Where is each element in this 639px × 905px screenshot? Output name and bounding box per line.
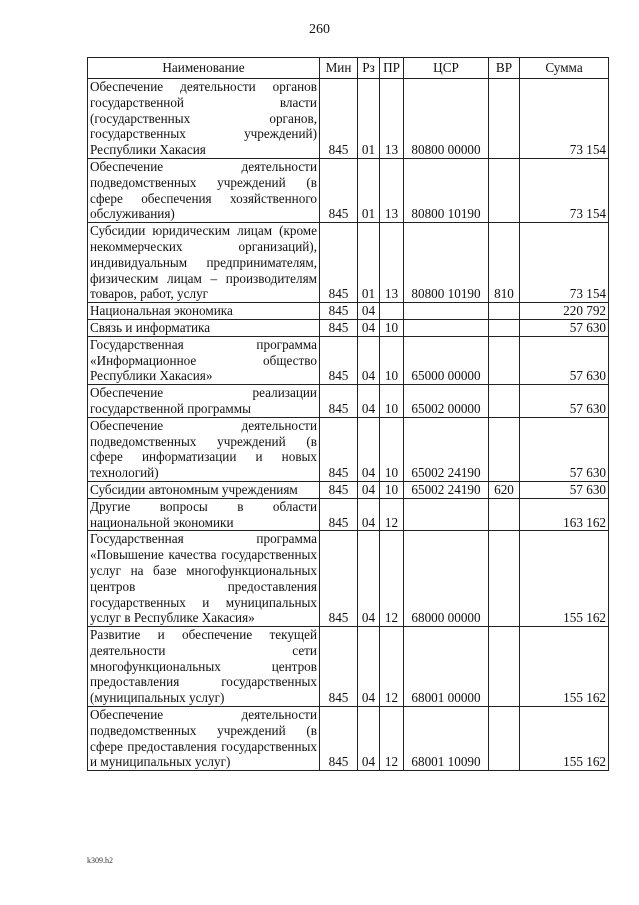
row-pr: 12 <box>380 707 404 771</box>
row-name: Субсидии автономным учреждениям <box>88 481 320 498</box>
row-name: Национальная экономика <box>88 303 320 320</box>
column-header-sum: Сумма <box>520 58 609 79</box>
row-min: 845 <box>320 498 358 531</box>
row-min: 845 <box>320 336 358 384</box>
row-vr: 810 <box>489 223 520 303</box>
table-row <box>88 531 609 627</box>
column-header-vr: ВР <box>489 58 520 79</box>
table-row <box>88 79 609 159</box>
table-row <box>88 319 609 336</box>
row-sum: 73 154 <box>520 79 609 159</box>
row-min: 845 <box>320 158 358 222</box>
column-header-pr: ПР <box>380 58 404 79</box>
row-rz: 01 <box>358 79 380 159</box>
row-csr: 65002 00000 <box>404 385 489 418</box>
row-name: Связь и информатика <box>88 319 320 336</box>
column-header-csr: ЦСР <box>404 58 489 79</box>
row-name: Обеспечение деятельности подведомственных учреждений (в сфере предоставления государственных и муниципальных услуг) <box>88 707 320 771</box>
row-rz: 04 <box>358 385 380 418</box>
row-rz: 04 <box>358 531 380 627</box>
row-rz: 04 <box>358 627 380 707</box>
table-row <box>88 158 609 222</box>
row-name: Другие вопросы в области национальной экономики <box>88 498 320 531</box>
row-sum: 220 792 <box>520 303 609 320</box>
row-csr: 80800 10190 <box>404 158 489 222</box>
row-sum: 57 630 <box>520 481 609 498</box>
row-rz: 04 <box>358 303 380 320</box>
row-rz: 04 <box>358 498 380 531</box>
column-header-min: Мин <box>320 58 358 79</box>
row-name: Развитие и обеспечение текущей деятельности сети многофункциональных центров предоставления государственных (муниципальных услуг) <box>88 627 320 707</box>
row-min: 845 <box>320 531 358 627</box>
row-name: Обеспечение деятельности органов государственной власти (государственных органов, государственных учреждений) Республики Хакасия <box>88 79 320 159</box>
row-pr: 13 <box>380 158 404 222</box>
table-row <box>88 223 609 303</box>
row-min: 845 <box>320 303 358 320</box>
table-row <box>88 303 609 320</box>
row-min: 845 <box>320 707 358 771</box>
row-min: 845 <box>320 627 358 707</box>
row-sum: 73 154 <box>520 223 609 303</box>
row-vr <box>489 79 520 159</box>
header-row <box>88 58 609 79</box>
row-csr: 68001 10090 <box>404 707 489 771</box>
table-row <box>88 707 609 771</box>
row-rz: 04 <box>358 336 380 384</box>
column-header-rz: Рз <box>358 58 380 79</box>
table-row <box>88 336 609 384</box>
row-vr <box>489 531 520 627</box>
row-pr: 13 <box>380 79 404 159</box>
budget-table <box>87 57 609 771</box>
row-sum: 155 162 <box>520 707 609 771</box>
row-sum: 57 630 <box>520 385 609 418</box>
row-pr: 12 <box>380 531 404 627</box>
row-sum: 73 154 <box>520 158 609 222</box>
row-min: 845 <box>320 223 358 303</box>
table-row <box>88 627 609 707</box>
row-pr: 10 <box>380 319 404 336</box>
table-row <box>88 481 609 498</box>
row-pr: 10 <box>380 336 404 384</box>
row-rz: 04 <box>358 707 380 771</box>
row-sum: 155 162 <box>520 531 609 627</box>
row-vr: 620 <box>489 481 520 498</box>
row-min: 845 <box>320 385 358 418</box>
row-vr <box>489 158 520 222</box>
row-min: 845 <box>320 79 358 159</box>
row-vr <box>489 336 520 384</box>
row-rz: 04 <box>358 481 380 498</box>
row-vr <box>489 707 520 771</box>
row-pr: 13 <box>380 223 404 303</box>
row-sum: 57 630 <box>520 319 609 336</box>
row-csr <box>404 498 489 531</box>
row-csr <box>404 319 489 336</box>
row-name: Обеспечение реализации государственной программы <box>88 385 320 418</box>
row-pr <box>380 303 404 320</box>
row-pr: 10 <box>380 417 404 481</box>
row-csr: 65002 24190 <box>404 481 489 498</box>
row-vr <box>489 417 520 481</box>
row-sum: 57 630 <box>520 417 609 481</box>
row-pr: 12 <box>380 627 404 707</box>
row-rz: 01 <box>358 158 380 222</box>
row-csr: 80800 10190 <box>404 223 489 303</box>
row-pr: 10 <box>380 385 404 418</box>
row-min: 845 <box>320 319 358 336</box>
row-sum: 57 630 <box>520 336 609 384</box>
column-header-name: Наименование <box>88 58 320 79</box>
row-rz: 04 <box>358 319 380 336</box>
row-csr: 68000 00000 <box>404 531 489 627</box>
row-pr: 12 <box>380 498 404 531</box>
row-vr <box>489 498 520 531</box>
row-name: Государственная программа «Информационное общество Республики Хакасия» <box>88 336 320 384</box>
row-rz: 04 <box>358 417 380 481</box>
row-min: 845 <box>320 417 358 481</box>
row-min: 845 <box>320 481 358 498</box>
row-csr: 68001 00000 <box>404 627 489 707</box>
row-csr: 65000 00000 <box>404 336 489 384</box>
row-vr <box>489 303 520 320</box>
row-vr <box>489 627 520 707</box>
table-row <box>88 498 609 531</box>
row-csr <box>404 303 489 320</box>
row-vr <box>489 385 520 418</box>
row-name: Обеспечение деятельности подведомственных учреждений (в сфере информатизации и новых технологий) <box>88 417 320 481</box>
row-csr: 80800 00000 <box>404 79 489 159</box>
row-pr: 10 <box>380 481 404 498</box>
page-number: 260 <box>309 22 330 37</box>
row-sum: 163 162 <box>520 498 609 531</box>
table-row <box>88 385 609 418</box>
footer-code: k309.h2 <box>87 856 113 865</box>
row-name: Государственная программа «Повышение качества государственных услуг на базе многофункциональных центров предоставления государственных и муниципальных услуг в Республике Хакасия» <box>88 531 320 627</box>
row-name: Субсидии юридическим лицам (кроме некоммерческих организаций), индивидуальным предпринимателям, физическим лицам – производителям товаров, работ, услуг <box>88 223 320 303</box>
table-row <box>88 417 609 481</box>
row-name: Обеспечение деятельности подведомственных учреждений (в сфере обеспечения хозяйственного обслуживания) <box>88 158 320 222</box>
row-csr: 65002 24190 <box>404 417 489 481</box>
row-sum: 155 162 <box>520 627 609 707</box>
row-vr <box>489 319 520 336</box>
row-rz: 01 <box>358 223 380 303</box>
